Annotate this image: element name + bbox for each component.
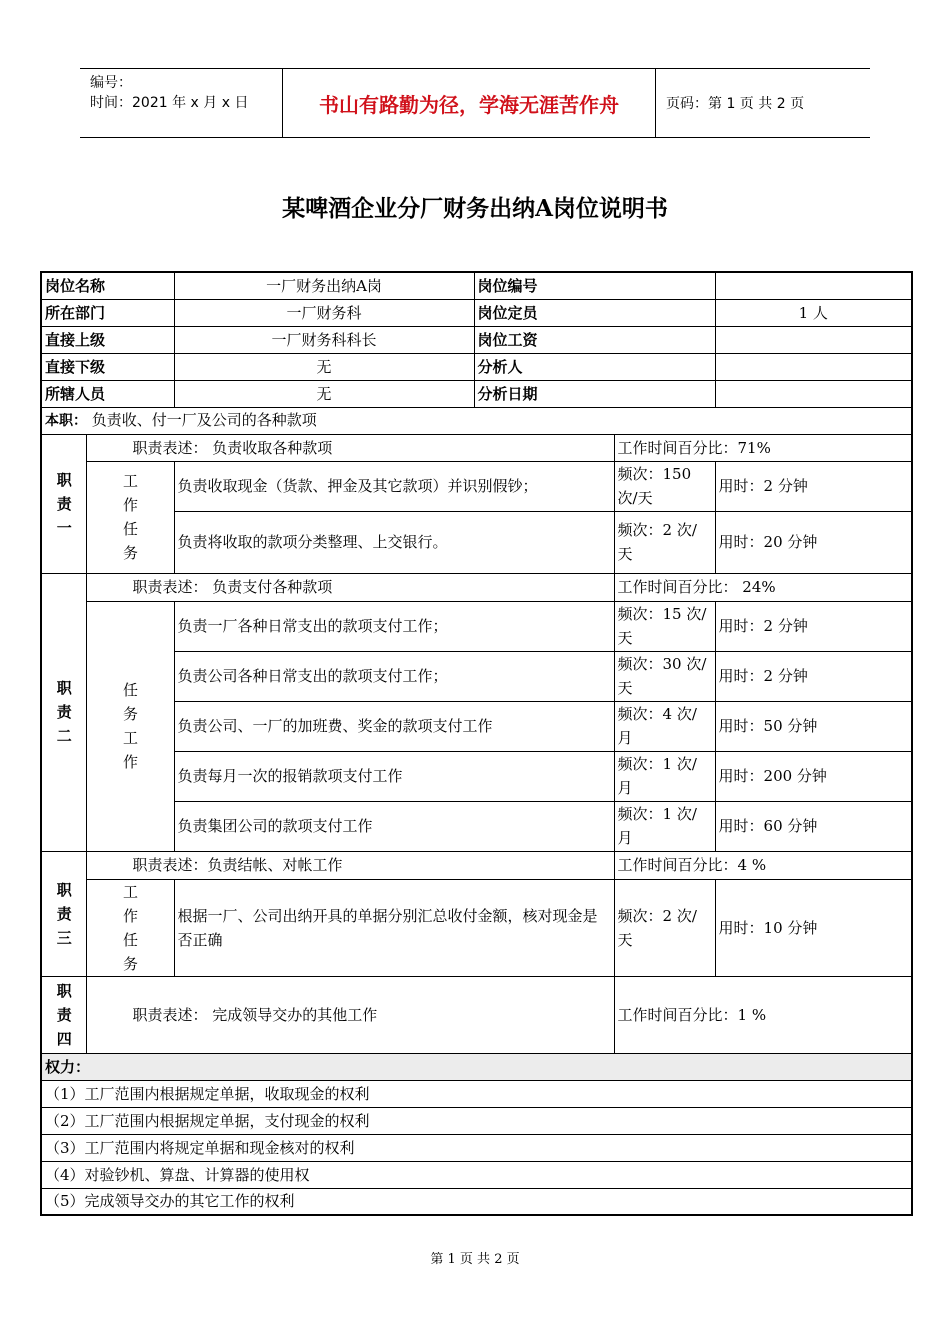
power-item (41, 1188, 912, 1215)
info-value: 一厂财务出纳A岗 (174, 272, 474, 299)
resp2-desc-row (41, 573, 912, 601)
power-text: （4）对验钞机、算盘、计算器的使用权 (41, 1161, 912, 1188)
page-header (80, 68, 870, 138)
info-value: 无 (174, 353, 474, 380)
power-text: （5）完成领导交办的其它工作的权利 (41, 1188, 912, 1215)
task-text: 负责公司各种日常支出的款项支付工作； (174, 651, 614, 701)
task-freq: 频次：15 次/天 (614, 601, 715, 651)
task-row (41, 461, 912, 511)
task-time: 用时：10 分钟 (715, 879, 912, 976)
resp1-pct: 工作时间百分比：71% (614, 434, 912, 461)
page-footer: 第 1 页 共 2 页 (430, 1252, 520, 1267)
task-freq: 频次：1 次/月 (614, 801, 715, 851)
resp3-desc-row (41, 851, 912, 879)
info-value: 1 人 (715, 299, 912, 326)
task-time: 用时：20 分钟 (715, 511, 912, 573)
header-motto: 书山有路勤为径，学海无涯苦作舟 (282, 69, 656, 137)
info-value: 无 (174, 380, 474, 407)
task-text: 负责公司、一厂的加班费、奖金的款项支付工作 (174, 701, 614, 751)
resp4-label: 职责四 (41, 976, 86, 1053)
task-text: 负责收取现金（货款、押金及其它款项）并识别假钞； (174, 461, 614, 511)
duty-text: 负责收、付一厂及公司的各种款项 (91, 411, 317, 429)
task-text: 负责每月一次的报销款项支付工作 (174, 751, 614, 801)
task-freq: 频次：2 次/天 (614, 879, 715, 976)
info-label: 直接上级 (41, 326, 174, 353)
task-time: 用时：200 分钟 (715, 751, 912, 801)
info-value (715, 326, 912, 353)
time-label: 时间：2021 年 x 月 x 日 (90, 95, 249, 111)
info-value: 一厂财务科 (174, 299, 474, 326)
resp4-row (41, 976, 912, 1053)
info-row (41, 353, 912, 380)
resp3-task-label: 工作任务 (86, 879, 174, 976)
info-label: 分析日期 (474, 380, 715, 407)
info-value (715, 380, 912, 407)
resp1-desc-row (41, 434, 912, 461)
job-table (40, 271, 913, 1216)
resp4-pct: 工作时间百分比：1 % (614, 976, 912, 1053)
header-meta (80, 69, 282, 137)
resp3-pct: 工作时间百分比：4 % (614, 851, 912, 879)
duty-label: 本职： (45, 413, 87, 429)
task-row (41, 879, 912, 976)
task-freq: 频次：1 次/月 (614, 751, 715, 801)
resp3-label: 职责三 (41, 851, 86, 976)
info-label: 分析人 (474, 353, 715, 380)
info-value: 一厂财务科科长 (174, 326, 474, 353)
power-item (41, 1134, 912, 1161)
resp3-desc: 职责表述：负责结帐、对帐工作 (86, 851, 614, 879)
task-text: 负责将收取的款项分类整理、上交银行。 (174, 511, 614, 573)
power-item (41, 1107, 912, 1134)
resp2-desc: 职责表述： 负责支付各种款项 (86, 573, 614, 601)
resp1-task-label: 工作任务 (86, 461, 174, 573)
task-time: 用时：2 分钟 (715, 601, 912, 651)
info-label: 所辖人员 (41, 380, 174, 407)
task-freq: 频次：30 次/天 (614, 651, 715, 701)
task-time: 用时：60 分钟 (715, 801, 912, 851)
task-freq: 频次：4 次/月 (614, 701, 715, 751)
powers-label: 权力： (41, 1053, 912, 1080)
document-title: 某啤酒企业分厂财务出纳A岗位说明书 (282, 195, 668, 222)
number-label: 编号： (90, 75, 132, 91)
resp1-desc: 职责表述： 负责收取各种款项 (86, 434, 614, 461)
info-label: 岗位名称 (41, 272, 174, 299)
task-time: 用时：50 分钟 (715, 701, 912, 751)
task-time: 用时：2 分钟 (715, 651, 912, 701)
resp2-pct: 工作时间百分比： 24% (614, 573, 912, 601)
duty-row (41, 407, 912, 434)
resp1-label: 职责一 (41, 434, 86, 573)
powers-header-row (41, 1053, 912, 1080)
info-row (41, 272, 912, 299)
power-item (41, 1080, 912, 1107)
power-text: （3）工厂范围内将规定单据和现金核对的权利 (41, 1134, 912, 1161)
info-label: 岗位定员 (474, 299, 715, 326)
resp4-desc: 职责表述： 完成领导交办的其他工作 (86, 976, 614, 1053)
header-page-info: 页码：第 1 页 共 2 页 (666, 96, 805, 112)
info-label: 所在部门 (41, 299, 174, 326)
info-label: 岗位工资 (474, 326, 715, 353)
info-value (715, 272, 912, 299)
power-item (41, 1161, 912, 1188)
task-freq: 频次：150 次/天 (614, 461, 715, 511)
task-text: 负责一厂各种日常支出的款项支付工作； (174, 601, 614, 651)
resp2-label: 职责二 (41, 573, 86, 851)
task-time: 用时：2 分钟 (715, 461, 912, 511)
task-freq: 频次：2 次/天 (614, 511, 715, 573)
task-text: 根据一厂、公司出纳开具的单据分别汇总收付金额，核对现金是否正确 (174, 879, 614, 976)
power-text: （1）工厂范围内根据规定单据，收取现金的权利 (41, 1080, 912, 1107)
info-label: 岗位编号 (474, 272, 715, 299)
info-row (41, 299, 912, 326)
power-text: （2）工厂范围内根据规定单据，支付现金的权利 (41, 1107, 912, 1134)
info-value (715, 353, 912, 380)
task-row (41, 601, 912, 651)
duty-cell (41, 407, 912, 434)
info-row (41, 326, 912, 353)
resp2-task-label: 任务工作 (86, 601, 174, 851)
task-text: 负责集团公司的款项支付工作 (174, 801, 614, 851)
info-row (41, 380, 912, 407)
info-label: 直接下级 (41, 353, 174, 380)
